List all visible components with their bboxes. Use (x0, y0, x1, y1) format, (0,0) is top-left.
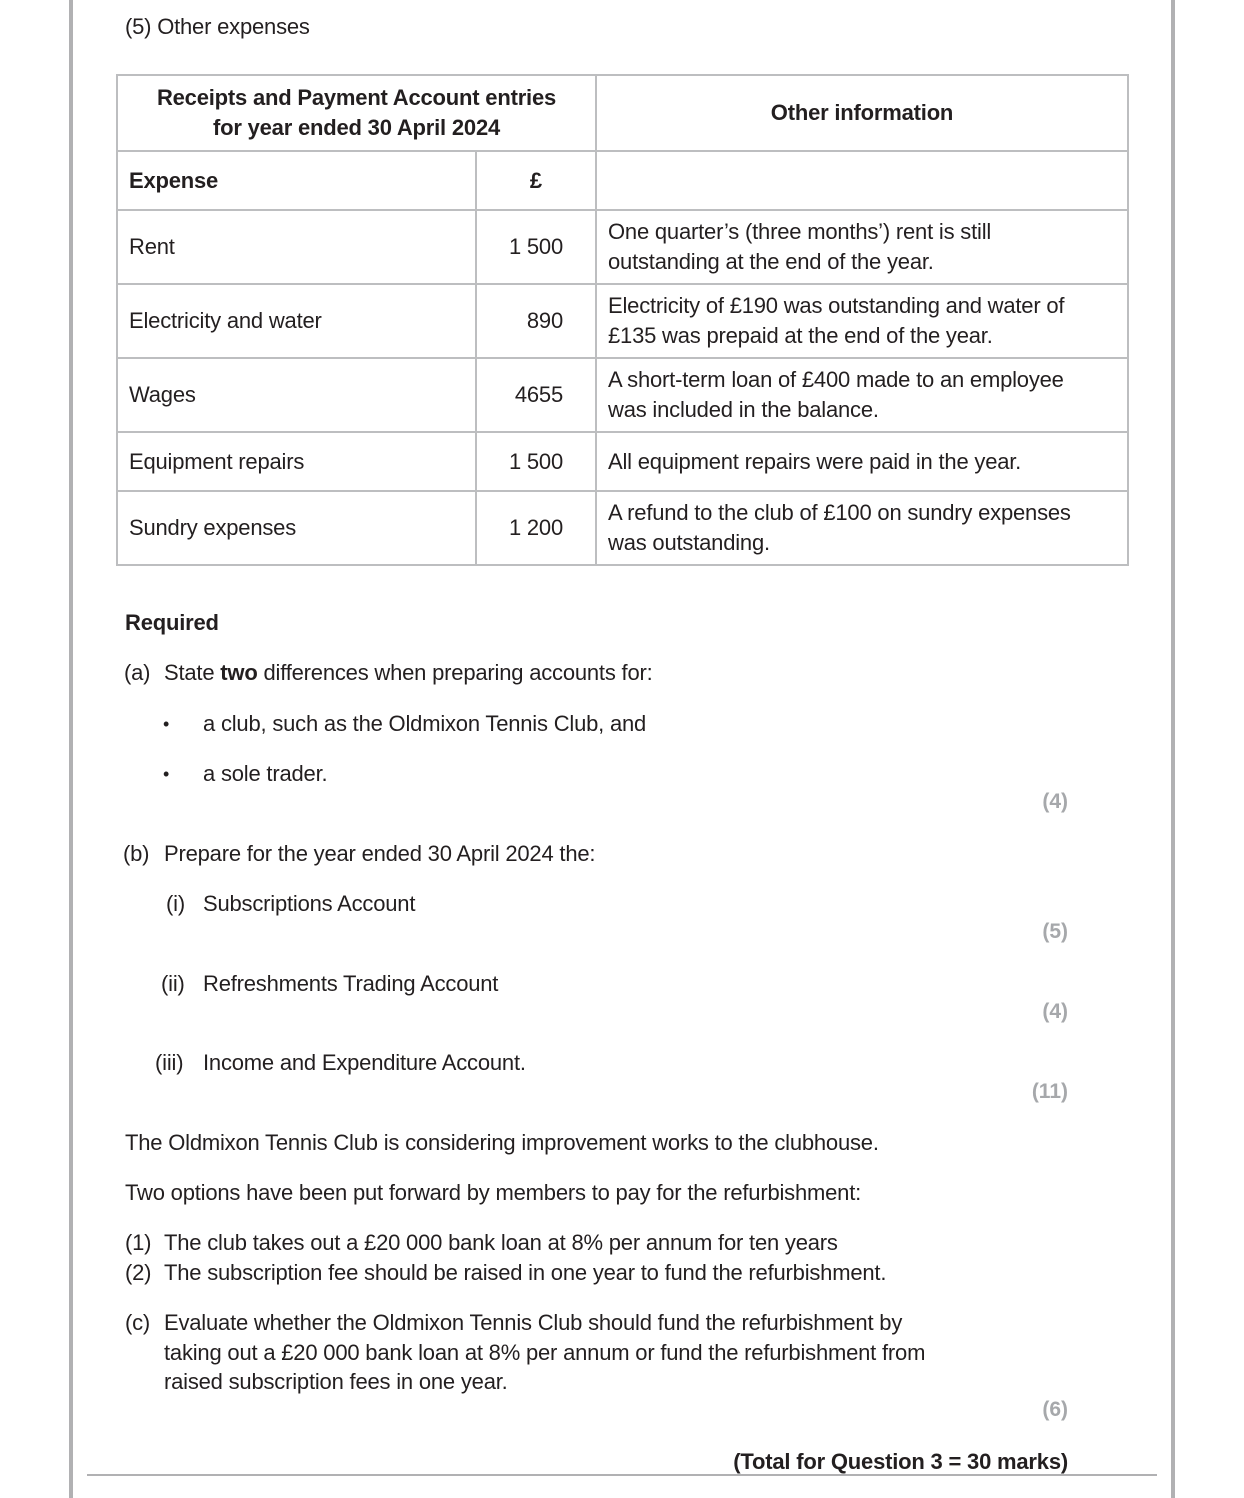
header-other-information: Other information (596, 75, 1128, 151)
bullet-item: a sole trader. (203, 761, 328, 786)
question-c-line-3: raised subscription fees in one year. (164, 1369, 508, 1394)
amount-cell: 1 500 (476, 432, 596, 491)
col-amount-header: £ (476, 151, 596, 210)
table-subheader-row (117, 151, 1128, 210)
col-expense-header: Expense (117, 151, 476, 210)
scenario-intro: The Oldmixon Tennis Club is considering improvement works to the clubhouse. (125, 1130, 879, 1155)
total-marks: (Total for Question 3 = 30 marks) (733, 1449, 1068, 1474)
marks-b-iii: (11) (1031, 1080, 1068, 1103)
option-2-text: The subscription fee should be raised in one year to fund the refurbishment. (164, 1260, 887, 1285)
question-c-label: (c) (125, 1310, 151, 1335)
expense-cell: Rent (117, 210, 476, 284)
table-row (117, 284, 1128, 358)
info-cell: All equipment repairs were paid in the year. (596, 432, 1128, 491)
part-i-label: (i) (166, 891, 185, 916)
question-c-line-2: taking out a £20 000 bank loan at 8% per annum or fund the refurbishment from (164, 1340, 926, 1365)
info-cell: Electricity of £190 was outstanding and water of £135 was prepaid at the end of the year. (596, 284, 1128, 358)
required-heading: Required (125, 610, 219, 635)
question-c-line-1: Evaluate whether the Oldmixon Tennis Club should fund the refurbishment by (164, 1310, 903, 1335)
table-row (117, 491, 1128, 565)
bullet-item: a club, such as the Oldmixon Tennis Club, and (203, 711, 647, 736)
bullet-icon: • (163, 714, 170, 734)
other-expenses-table (116, 74, 1129, 566)
amount-cell: 1 200 (476, 491, 596, 565)
info-cell: One quarter’s (three months’) rent is still outstanding at the end of the year. (596, 210, 1128, 284)
question-b-label: (b) (123, 841, 150, 866)
amount-cell: 1 500 (476, 210, 596, 284)
page-border-left (69, 0, 73, 1498)
part-i-text: Subscriptions Account (203, 891, 416, 916)
table-row (117, 358, 1128, 432)
info-cell: A short-term loan of £400 made to an employee was included in the balance. (596, 358, 1128, 432)
option-1-label: (1) (125, 1230, 152, 1255)
table-row (117, 210, 1128, 284)
expense-cell: Equipment repairs (117, 432, 476, 491)
header-receipts-payments: Receipts and Payment Account entries for year ended 30 April 2024 (117, 75, 596, 151)
marks-b-i: (5) (1042, 920, 1068, 943)
amount-cell: 890 (476, 284, 596, 358)
option-2-label: (2) (125, 1260, 152, 1285)
page-border-right (1171, 0, 1175, 1498)
part-ii-text: Refreshments Trading Account (203, 971, 499, 996)
bullet-icon: • (163, 764, 170, 784)
section-heading: (5) Other expenses (125, 14, 310, 39)
marks-b-ii: (4) (1042, 1000, 1068, 1023)
marks-c: (6) (1042, 1398, 1068, 1421)
question-b-text: Prepare for the year ended 30 April 2024 the: (164, 841, 596, 866)
part-ii-label: (ii) (161, 971, 185, 996)
col-info-header (596, 151, 1128, 210)
question-a-label: (a) (124, 660, 151, 685)
options-intro: Two options have been put forward by members to pay for the refurbishment: (125, 1180, 862, 1205)
question-a-text: State two differences when preparing accounts for: (164, 660, 653, 685)
expense-cell: Wages (117, 358, 476, 432)
option-1-text: The club takes out a £20 000 bank loan at 8% per annum for ten years (164, 1230, 838, 1255)
part-iii-label: (iii) (155, 1050, 184, 1075)
marks-a: (4) (1042, 790, 1068, 813)
info-cell: A refund to the club of £100 on sundry expenses was outstanding. (596, 491, 1128, 565)
section-divider (87, 1474, 1157, 1476)
table-header-row (117, 75, 1128, 151)
amount-cell: 4655 (476, 358, 596, 432)
expense-cell: Electricity and water (117, 284, 476, 358)
table-row (117, 432, 1128, 491)
part-iii-text: Income and Expenditure Account. (203, 1050, 526, 1075)
expense-cell: Sundry expenses (117, 491, 476, 565)
